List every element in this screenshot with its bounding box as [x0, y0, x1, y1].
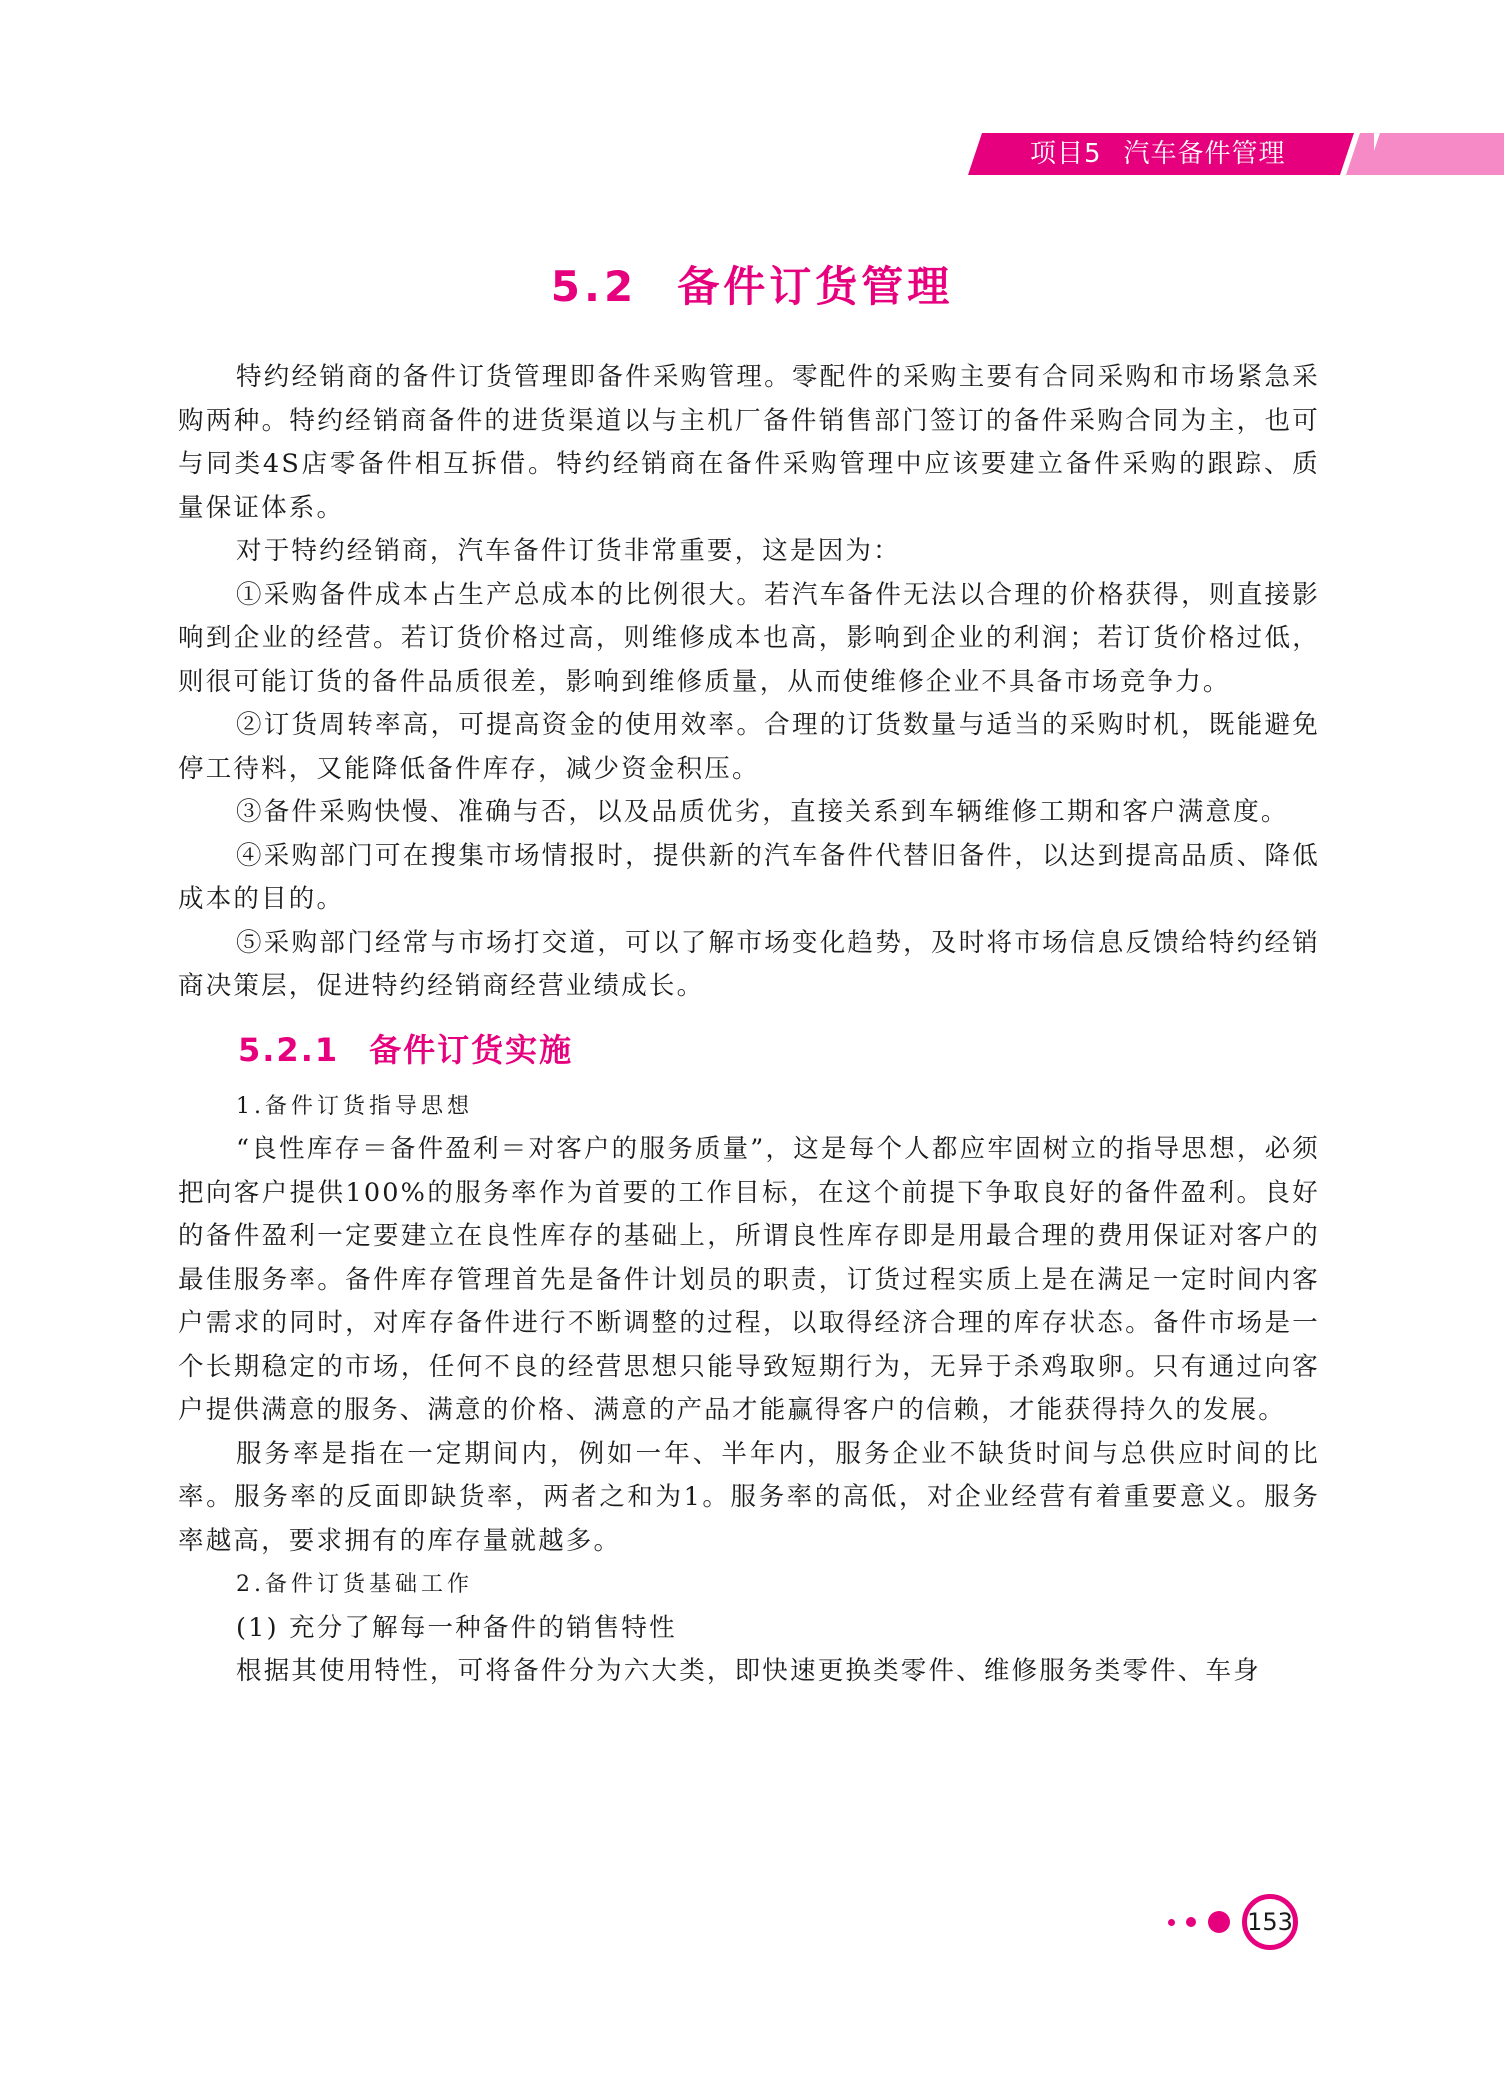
page-content [178, 356, 1320, 1694]
paragraph: ②订货周转率高，可提高资金的使用效率。合理的订货数量与适当的采购时机，既能避免停工待料，又能降低备件库存，减少资金积压。 [178, 710, 1320, 784]
paragraph: ③备件采购快慢、准确与否，以及品质优劣，直接关系到车辆维修工期和客户满意度。 [236, 797, 1289, 827]
header-band-light [1360, 133, 1504, 175]
page-number: 153 [1242, 1894, 1298, 1950]
paragraph: (1) 充分了解每一种备件的销售特性 [236, 1612, 677, 1643]
minor-heading: 2.备件订货基础工作 [236, 1572, 473, 1597]
paragraph: 根据其使用特性，可将备件分为六大类，即快速更换类零件、维修服务类零件、车身 [236, 1656, 1261, 1686]
minor-heading: 1.备件订货指导思想 [236, 1093, 473, 1119]
decor-dot-icon [1168, 1919, 1175, 1926]
section-title [0, 254, 1504, 314]
section-number: 5.2 [550, 262, 638, 311]
paragraph: ①采购备件成本占生产总成本的比例很大。若汽车备件无法以合理的价格获得，则直接影响到企业的经营。若订货价格过高，则维修成本也高，影响到企业的利润；若订货价格过低，则很可能订货的备件品质很差，影响到维修质量，从而使维修企业不具备市场竞争力。 [178, 579, 1320, 697]
chapter-header-label [1030, 133, 1286, 175]
paragraph: ⑤采购部门经常与市场打交道，可以了解市场变化趋势，及时将市场信息反馈给特约经销商决策层，促进特约经销商经营业绩成长。 [178, 927, 1320, 1001]
header-project: 项目5 [1030, 139, 1102, 169]
decor-dot-icon [1186, 1917, 1196, 1927]
paragraph: ④采购部门可在搜集市场情报时，提供新的汽车备件代替旧备件，以达到提高品质、降低成本的目的。 [178, 840, 1320, 914]
paragraph: “良性库存＝备件盈利＝对客户的服务质量”，这是每个人都应牢固树立的指导思想，必须把向客户提供100%的服务率作为首要的工作目标，在这个前提下争取良好的备件盈利。良好的备件盈利一定要建立在良性库存的基础上，所谓良性库存即是用最合理的费用保证对客户的最佳服务率。备件库存管理首先是备件计划员的职责，订货过程实质上是在满足一定时间内客户需求的同时，对库存备件进行不断调整的过程，以取得经济合理的库存状态。备件市场是一个长期稳定的市场，任何不良的经营思想只能导致短期行为，无异于杀鸡取卵。只有通过向客户提供满意的服务、满意的价格、满意的产品才能赢得客户的信赖，才能获得持久的发展。 [178, 1134, 1320, 1425]
section-title-text: 备件订货管理 [677, 262, 954, 311]
subsection-title-text: 备件订货实施 [369, 1030, 574, 1069]
page-number-badge [1164, 1890, 1314, 1960]
decor-dot-icon [1208, 1911, 1230, 1933]
subsection-number: 5.2.1 [238, 1030, 340, 1069]
subsection-title [178, 1025, 1320, 1071]
paragraph: 对于特约经销商，汽车备件订货非常重要，这是因为： [236, 536, 901, 566]
chapter-header-band [968, 133, 1374, 175]
paragraph: 特约经销商的备件订货管理即备件采购管理。零配件的采购主要有合同采购和市场紧急采购两种。特约经销商备件的进货渠道以与主机厂备件销售部门签订的备件采购合同为主，也可与同类4S店零备件相互拆借。特约经销商在备件采购管理中应该要建立备件采购的跟踪、质量保证体系。 [178, 362, 1320, 523]
header-chapter: 汽车备件管理 [1123, 139, 1286, 169]
paragraph: 服务率是指在一定期间内，例如一年、半年内，服务企业不缺货时间与总供应时间的比率。服务率的反面即缺货率，两者之和为1。服务率的高低，对企业经营有着重要意义。服务率越高，要求拥有的库存量就越多。 [178, 1438, 1320, 1556]
